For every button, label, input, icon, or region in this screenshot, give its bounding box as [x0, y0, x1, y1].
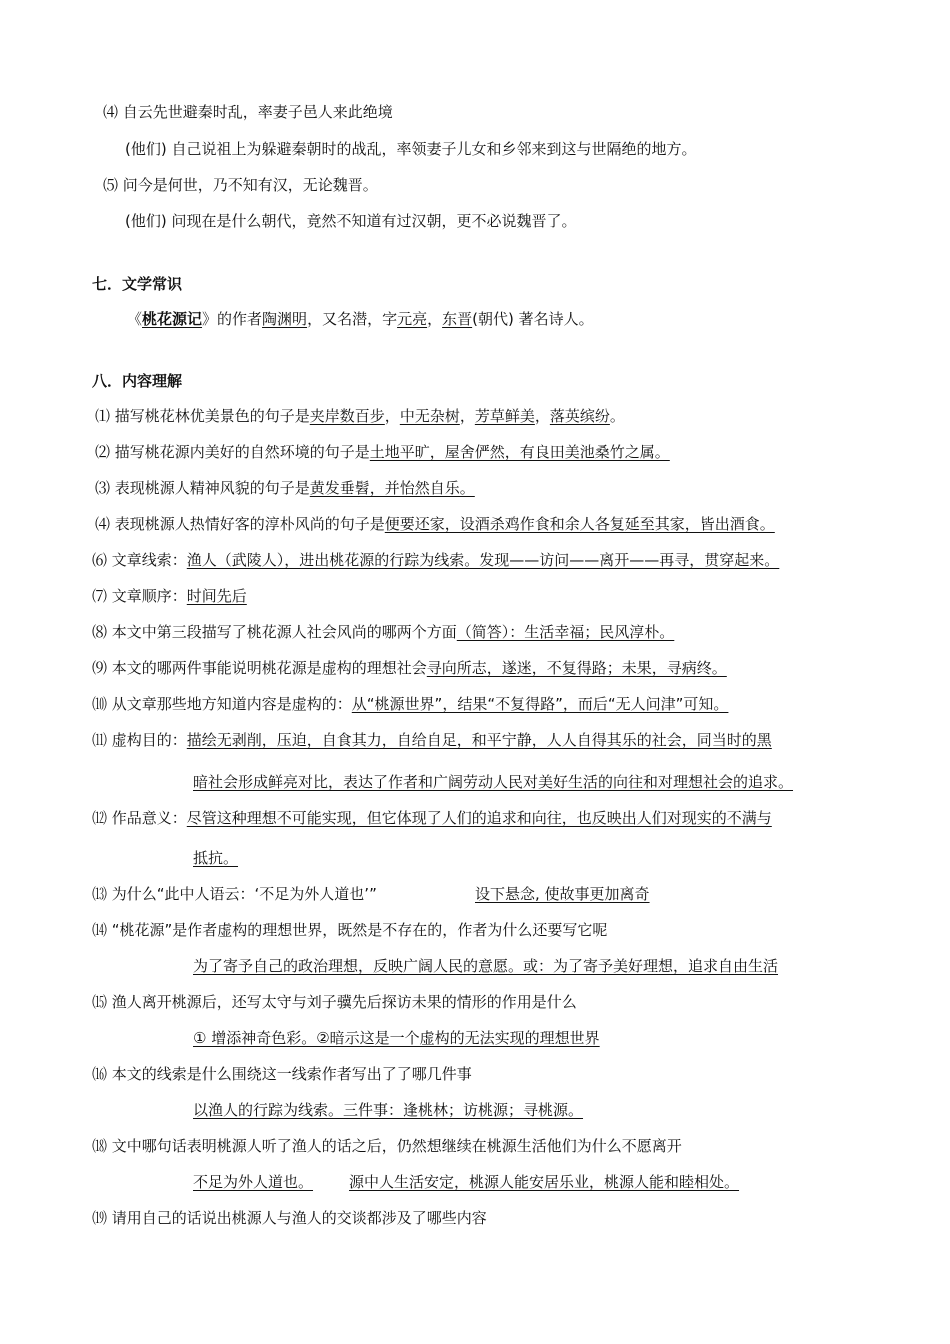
- question-text: ⑷ 表现桃源人热情好客的淳朴风尚的句子是: [95, 515, 385, 533]
- answer: 描绘无剥削，压迫，自食其力，自给自足，和平宁静，人人自得其乐的社会，同当时的黑: [186, 731, 772, 749]
- question-text: ⑵ 描写桃花源内美好的自然环境的句子是: [95, 443, 370, 461]
- section-8-heading: 八．内容理解: [92, 372, 183, 390]
- answer: 源中人生活安定，桃源人能安居乐业，桃源人能和睦相处。: [349, 1173, 740, 1191]
- question-16-answer: 以渔人的行踪为线索。三件事：逢桃林；访桃源；寻桃源。: [193, 1101, 584, 1119]
- question-15: ⒂ 渔人离开桃源后，还写太守与刘子骥先后探访未果的情形的作用是什么: [92, 993, 577, 1011]
- question-2: [95, 442, 670, 462]
- question-10: [92, 694, 728, 714]
- punct: 。: [609, 407, 625, 425]
- question-text: ⑽ 从文章那些地方知道内容是虚构的：: [92, 695, 352, 713]
- translation-4-question: ⑷ 自云先世避秦时乱，率妻子邑人来此绝境: [103, 103, 393, 121]
- question-19: ⒆ 请用自己的话说出桃源人与渔人的交谈都涉及了哪些内容: [92, 1209, 487, 1227]
- question-8: [92, 622, 674, 642]
- question-text: ⑾ 虚构目的：: [92, 731, 187, 749]
- text-segment: 《: [127, 310, 143, 328]
- question-18-answer: [193, 1172, 739, 1192]
- text-segment: ，: [427, 310, 443, 328]
- punct: ，: [534, 407, 550, 425]
- question-12: [92, 808, 772, 828]
- courtesy-name: 元亮: [397, 310, 428, 328]
- question-18: ⒅ 文中哪句话表明桃源人听了渔人的话之后，仍然想继续在桃源生活他们为什么不愿离开: [92, 1137, 682, 1155]
- text-segment: ，又名潜，字: [307, 310, 398, 328]
- work-title: 桃花源记: [142, 310, 203, 328]
- answer: 中无杂树: [399, 407, 460, 425]
- answer: 尽管这种理想不可能实现，但它体现了人们的追求和向往，也反映出人们对现实的不满与: [186, 809, 772, 827]
- question-text: ⑻ 本文中第三段描写了桃花源人社会风尚的哪两个方面: [92, 623, 457, 641]
- question-text: ⑼ 本文的哪两件事能说明桃花源是虚构的理想社会: [92, 659, 427, 677]
- section-7-heading: 七．文学常识: [92, 275, 183, 293]
- question-text: ⒀ 为什么“此中人语云：‘不足为外人道也’”: [92, 885, 377, 903]
- question-text: ⑶ 表现桃源人精神风貌的句子是: [95, 479, 310, 497]
- answer: 便要还家，设酒杀鸡作食和余人各复延至其家，皆出酒食。: [384, 515, 775, 533]
- question-3: [95, 478, 475, 498]
- question-text: ⑴ 描写桃花林优美景色的句子是: [95, 407, 310, 425]
- question-4: [95, 514, 775, 534]
- question-16: ⒃ 本文的线索是什么围绕这一线索作者写出了了哪几件事: [92, 1065, 472, 1083]
- question-text: ⑺ 文章顺序：: [92, 587, 187, 605]
- question-15-answer: ① 增添神奇色彩。②暗示这是一个虚构的无法实现的理想世界: [193, 1029, 600, 1047]
- question-text: ⑿ 作品意义：: [92, 809, 187, 827]
- answer: 落英缤纷: [549, 407, 610, 425]
- question-12-answer-cont: 抵抗。: [193, 849, 239, 867]
- answer: 黄发垂髫，并怡然自乐。: [309, 479, 475, 497]
- text-segment: 》的作者: [202, 310, 263, 328]
- punct: ，: [384, 407, 400, 425]
- answer: 夹岸数百步: [309, 407, 385, 425]
- question-14: ⒁ “桃花源”是作者虚构的理想世界，既然是不存在的，作者为什么还要写它呢: [92, 921, 608, 939]
- question-11: [92, 730, 772, 750]
- question-11-answer-cont: 暗社会形成鲜亮对比，表达了作者和广阔劳动人民对美好生活的向往和对理想社会的追求。: [193, 773, 794, 791]
- text-segment: (朝代) 著名诗人。: [472, 310, 594, 328]
- question-9: [92, 658, 727, 678]
- question-14-answer: 为了寄予自己的政治理想，反映广阔人民的意愿。或：为了寄予美好理想，追求自由生活: [193, 957, 779, 975]
- question-text: ⑹ 文章线索：: [92, 551, 187, 569]
- question-7: [92, 586, 247, 606]
- literary-knowledge-line: [127, 309, 594, 329]
- answer: 芳草鲜美: [474, 407, 535, 425]
- question-6: [92, 550, 779, 570]
- answer: 时间先后: [186, 587, 247, 605]
- question-13-answer: 设下悬念, 使故事更加离奇: [475, 885, 650, 903]
- question-1: [95, 406, 625, 426]
- answer: 渔人（武陵人），进出桃花源的行踪为线索。发现——访问——离开——再寻，贯穿起来。: [186, 551, 780, 569]
- answer: 不足为外人道也。: [193, 1173, 314, 1191]
- answer: （简答）：生活幸福；民风淳朴。: [456, 623, 675, 641]
- punct: ，: [459, 407, 475, 425]
- answer: 土地平旷，屋舍俨然，有良田美池桑竹之属。: [369, 443, 670, 461]
- author-name: 陶渊明: [262, 310, 308, 328]
- translation-4-answer: (他们) 自己说祖上为躲避秦朝时的战乱，率领妻子儿女和乡邻来到这与世隔绝的地方。: [125, 140, 697, 158]
- question-13: [92, 884, 377, 904]
- answer: 寻向所志，遂迷，不复得路；未果，寻病终。: [426, 659, 727, 677]
- dynasty: 东晋: [442, 310, 473, 328]
- translation-5-question: ⑸ 问今是何世，乃不知有汉，无论魏晋。: [103, 176, 378, 194]
- answer: 从“桃源世界”，结果“不复得路”，而后“无人问津”可知。: [351, 695, 729, 713]
- translation-5-answer: (他们) 问现在是什么朝代，竟然不知道有过汉朝，更不必说魏晋了。: [125, 212, 577, 230]
